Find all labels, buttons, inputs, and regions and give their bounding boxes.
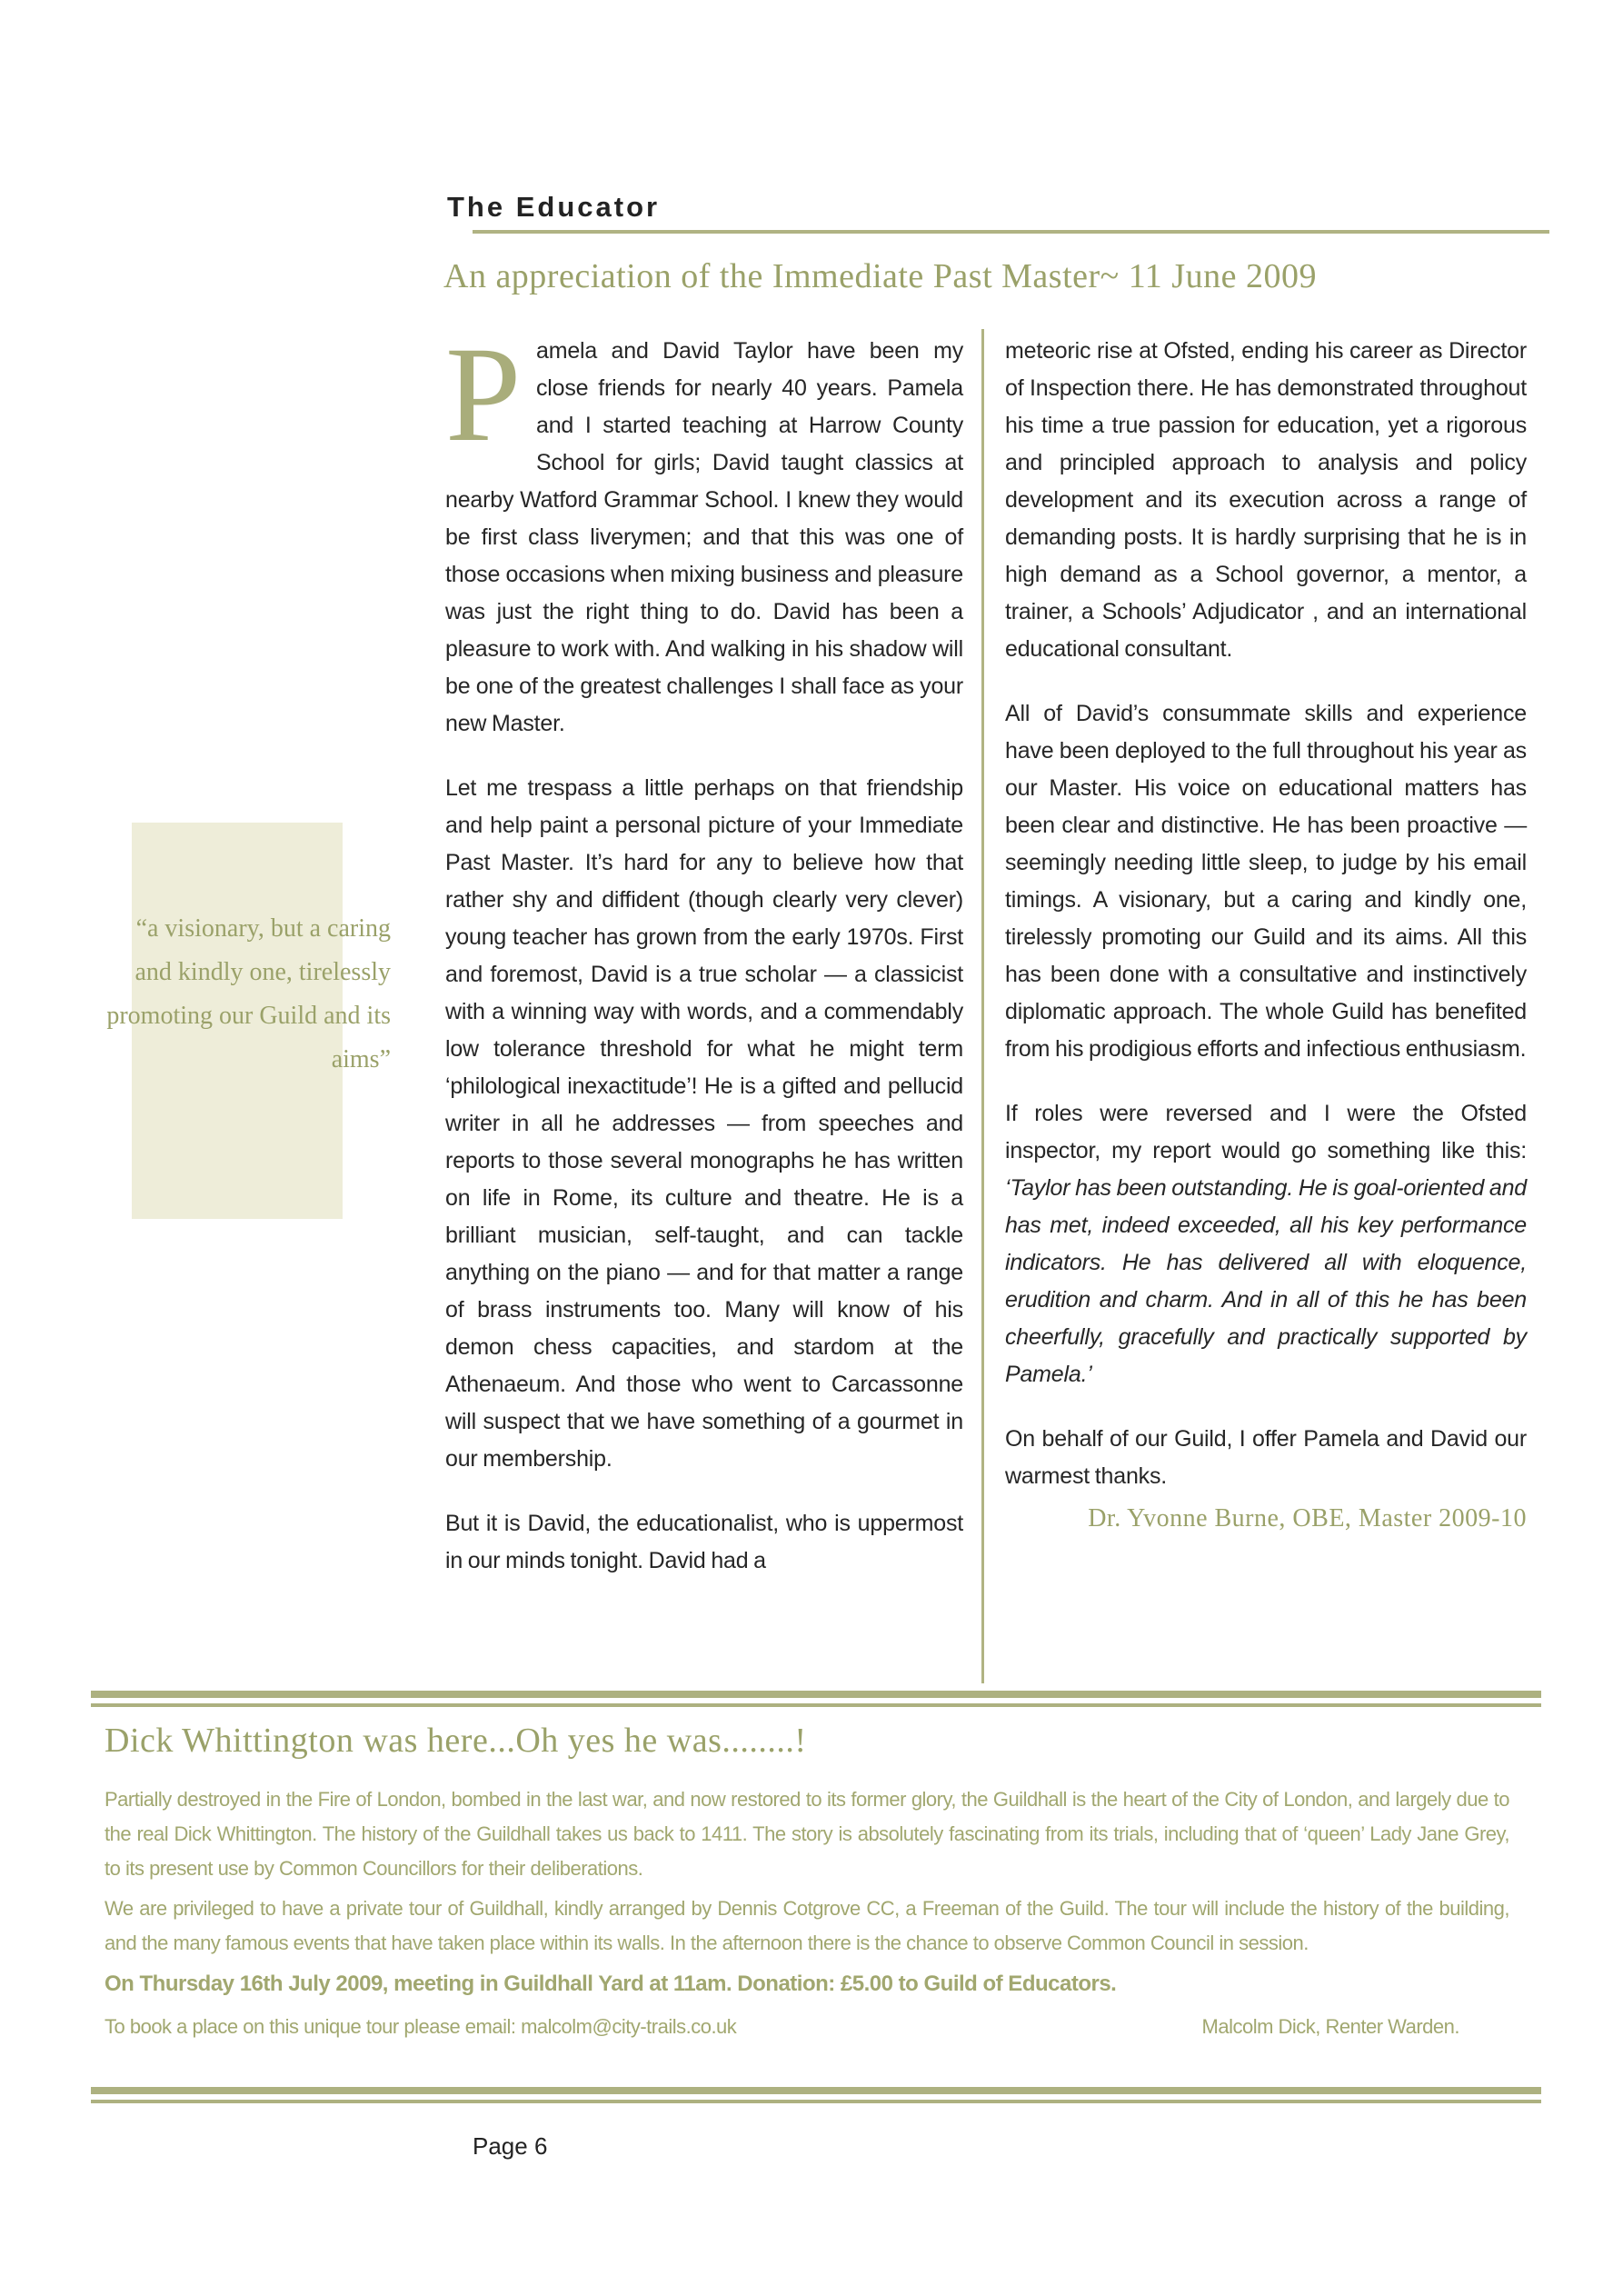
report-intro: If roles were reversed and I were the Ofsted inspector, my report would go something like this: [1005,1101,1527,1163]
paragraph: All of David’s consummate skills and experience have been deployed to the full throughout his year as our Master. His voice on educational matters has been clear and distinctive. He has been proactive — seemingly needing little sleep, to judge by his email timings. A visionary, but a caring and kindly one, tirelessly promoting our Guild and its aims. All this has been done with a consultative and instinctively diplomatic approach. The whole Guild has benefited from his prodigious efforts and infectious enthusiasm. [1005,701,1527,1062]
drop-cap: P [445,319,522,470]
credit-line: Malcolm Dick, Renter Warden. [1201,2015,1459,2038]
whittington-section [105,1721,1509,2044]
whittington-paragraph: Partially destroyed in the Fire of London, bombed in the last war, and now restored to its former glory, the Guildhall is the heart of the City of London, and largely due to the real Dick Whittington. The history of the Guildhall takes us back to 1411. The story is absolutely fascinating from its trials, including that of ‘queen’ Lady Jane Grey, to its present use by Common Councillors for their deliberations. [105,1788,1509,1880]
paragraph-closing: On behalf of our Guild, I offer Pamela and David our warmest thanks. [1005,1426,1527,1489]
page-number: Page 6 [473,2132,548,2160]
paragraph-lead [445,319,963,743]
pull-quote: “a visionary, but a caring and kindly one, tirelessly promoting our Guild and its aims” [106,914,391,1073]
event-details-line: On Thursday 16th July 2009, meeting in Guildhall Yard at 11am. Donation: £5.00 to Guild of Educators. [105,1972,1117,1996]
report-quote-italic: ‘Taylor has been outstanding. He is goal-oriented and has met, indeed exceeded, all his key performance indicators. He has delivered all with eloquence, erudition and charm. And in all of this he has been cheerfully, gracefully and practically supported by Pamela.’ [1005,1175,1527,1387]
booking-row [105,2010,1509,2044]
whittington-paragraph: We are privileged to have a private tour of Guildhall, kindly arranged by Dennis Cotgrove CC, a Freeman of the Guild. The tour will include the history of the building, and the many famous events that have taken place within its walls. In the afternoon there is the chance to observe Common Council in session. [105,1897,1509,1954]
masthead-title: The Educator [447,191,661,223]
article-title: An appreciation of the Immediate Past Master~ 11 June 2009 [443,257,1317,295]
column-divider-rule [981,329,984,1683]
booking-email-line: To book a place on this unique tour please email: malcolm@city-trails.co.uk [105,2015,737,2038]
paragraph: But it is David, the educationalist, who is uppermost in our minds tonight. David had a [445,1511,963,1573]
section-divider [91,1691,1541,1707]
paragraph: meteoric rise at Ofsted, ending his career as Director of Inspection there. He has demonstrated throughout his time a true passion for education, yet a rigorous and principled approach to analysis and policy development and its execution across a range of demanding posts. It is hardly surprising that he is in high demand as a School governor, a mentor, a trainer, a Schools’ Adjudicator , and an international educational consultant. [1005,338,1527,662]
article-column-right [1005,333,1527,1533]
author-signature: Dr. Yvonne Burne, OBE, Master 2009-10 [1088,1504,1527,1532]
paragraph-lead-text: amela and David Taylor have been my close friends for nearly 40 years. Pamela and I started teaching at Harrow County School for girls; David taught classics at nearby Watford Grammar School. I knew they would be first class liverymen; and that this was one of those occasions when mixing business and pleasure was just the right thing to do. David has been a pleasure to work with. And walking in his shadow will be one of the greatest challenges I shall face as your new Master. [445,338,963,736]
masthead-rule [473,230,1549,234]
paragraph-report [1005,1095,1527,1393]
article-column-left [445,319,963,1580]
whittington-heading: Dick Whittington was here...Oh yes he was........! [105,1722,807,1760]
paragraph: Let me trespass a little perhaps on that friendship and help paint a personal picture of your Immediate Past Master. It’s hard for any to believe how that rather shy and diffident (though clearly very clever) young teacher has grown from the early 1970s. First and foremost, David is a true scholar — a classicist with a winning way with words, and a commendably low tolerance threshold for what he might term ‘philological inexactitude’! He is a gifted and pellucid writer in all he addresses — from speeches and reports to those several monographs he has written on life in Rome, its culture and theatre. He is a brilliant musician, self-taught, and can tackle anything on the piano — and for that matter a range of brass instruments too. Many will know of his demon chess capacities, and stardom at the Athenaeum. And those who went to Carcassonne will suspect that we have something of a gourmet in our membership. [445,775,963,1472]
footer-divider [91,2087,1541,2103]
